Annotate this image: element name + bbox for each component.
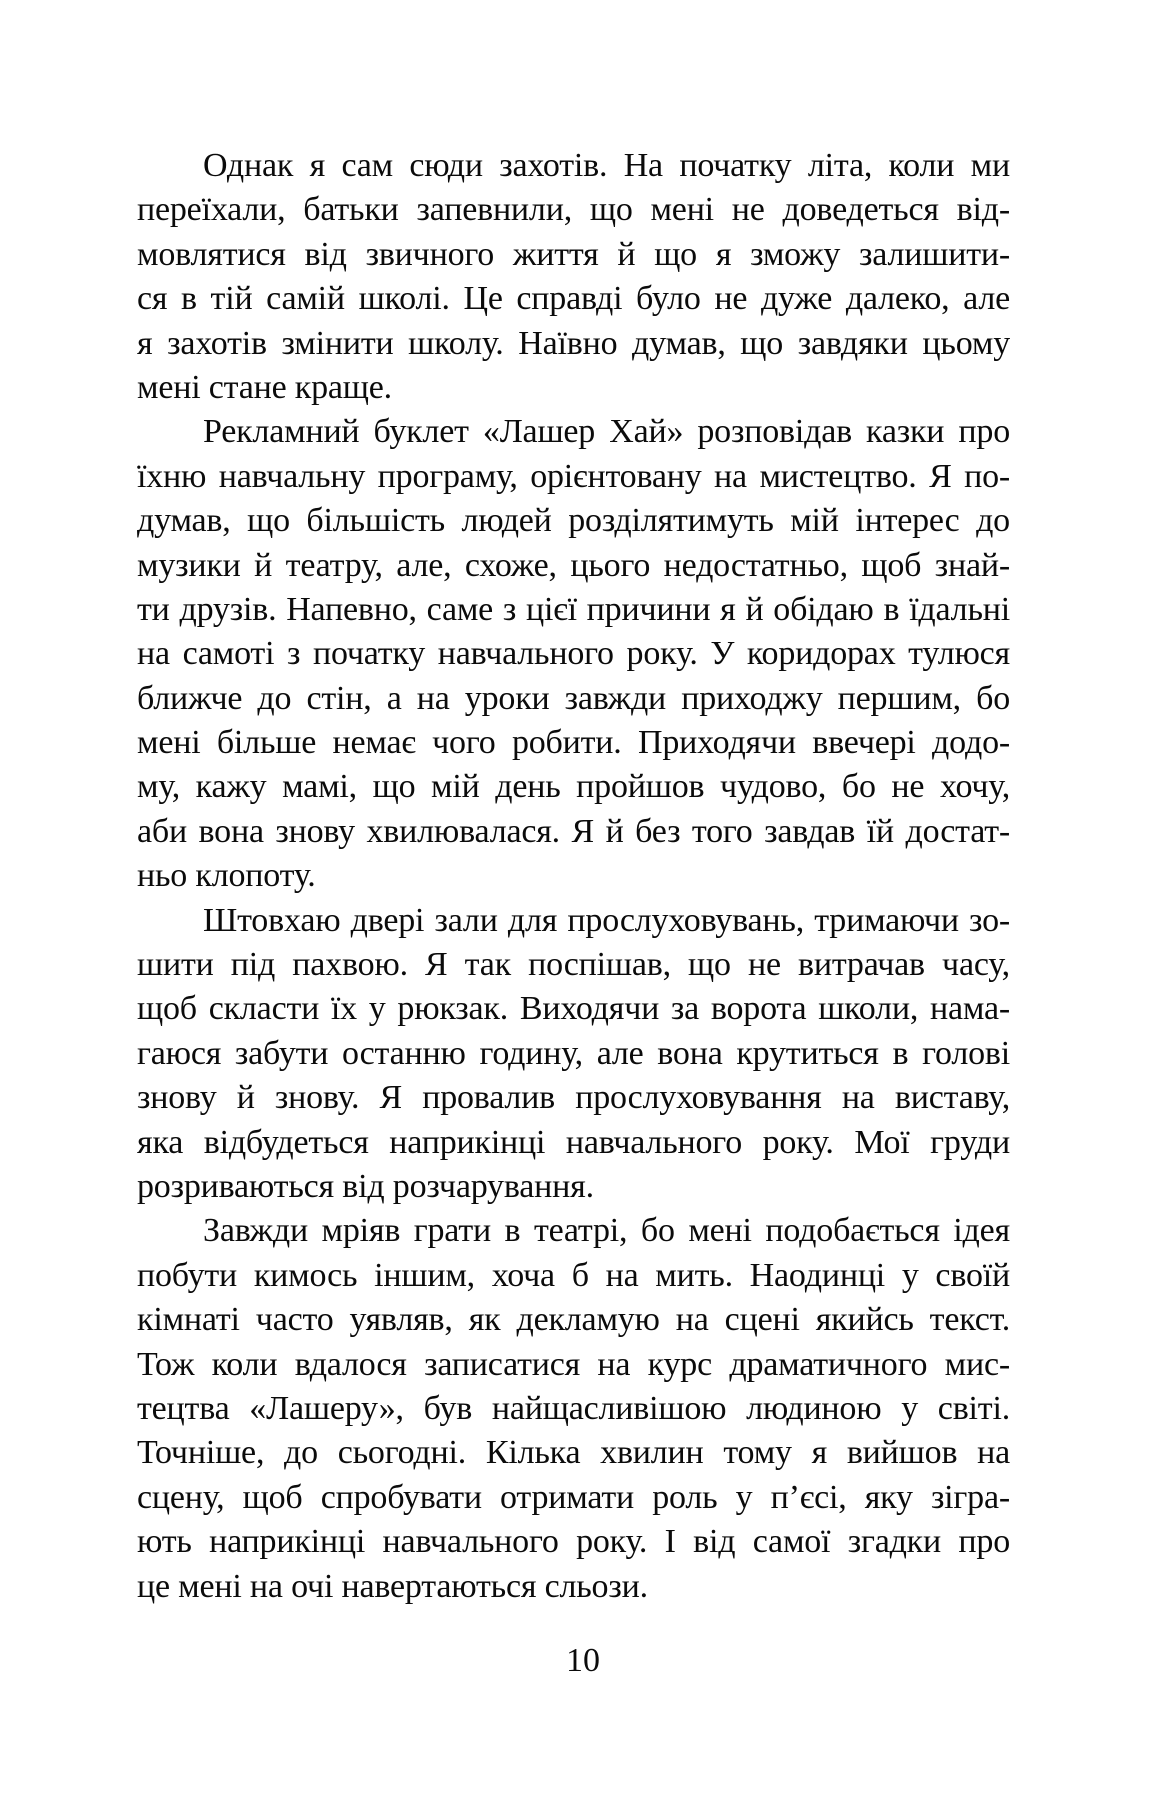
text-line: ся в тій самій школі. Це справді було не дуже далеко, але [137, 280, 1010, 318]
text-line: кімнаті часто уявляв, як декламую на сцені якийсь текст. [137, 1301, 1010, 1339]
text-line: Точніше, до сьогодні. Кілька хвилин тому я вийшов на [137, 1434, 1010, 1472]
text-line: гаюся забути останню годину, але вона крутиться в голові [137, 1034, 1010, 1072]
text-line: переїхали, батьки запевнили, що мені не доведеться від- [137, 191, 1010, 229]
text-line: я захотів змінити школу. Наївно думав, що завдяки цьому [137, 324, 1010, 362]
text-line: щоб скласти їх у рюкзак. Виходячи за ворота школи, нама- [137, 990, 1010, 1028]
text-line: Тож коли вдалося записатися на курс драматичного мис- [137, 1345, 1010, 1383]
paragraph [137, 410, 1010, 898]
text-line: сцену, щоб спробувати отримати роль у п’єсі, яку зігра- [137, 1478, 1010, 1516]
text-line: ньо клопоту. [137, 857, 316, 895]
text-line: мені більше немає чого робити. Приходячи ввечері додо- [137, 724, 1010, 762]
text-line: думав, що більшість людей розділятимуть мій інтерес до [137, 502, 1010, 540]
text-line: їхню навчальну програму, орієнтовану на мистецтво. Я по- [137, 457, 1010, 495]
text-line: му, кажу мамі, що мій день пройшов чудово, бо не хочу, [137, 768, 1010, 806]
text-block [137, 144, 1010, 1609]
text-line: шити під пахвою. Я так поспішав, що не витрачав часу, [137, 946, 1010, 984]
text-line: мені стане краще. [137, 368, 392, 406]
text-line: мовлятися від звичного життя й що я зможу залишити- [137, 235, 1010, 273]
text-line: Штовхаю двері зали для прослуховувань, тримаючи зо- [203, 901, 1010, 939]
text-line: на самоті з початку навчального року. У коридорах тулюся [137, 635, 1010, 673]
text-line: ближче до стін, а на уроки завжди приходжу першим, бо [137, 679, 1010, 717]
text-line: тецтва «Лашеру», був найщасливішою людиною у світі. [137, 1389, 1010, 1427]
paragraph [137, 1209, 1010, 1609]
text-line: ють наприкінці навчального року. І від самої згадки про [137, 1523, 1010, 1561]
paragraph [137, 144, 1010, 410]
text-line: Однак я сам сюди захотів. На початку літа, коли ми [203, 147, 1010, 184]
text-line: Рекламний буклет «Лашер Хай» розповідав казки про [203, 413, 1010, 451]
page-number: 10 [566, 1642, 600, 1679]
text-line: знову й знову. Я провалив прослуховування на виставу, [137, 1079, 1010, 1117]
text-line: музики й театру, але, схоже, цього недостатньо, щоб знай- [137, 546, 1010, 584]
text-line: побути кимось іншим, хоча б на мить. Наодинці у своїй [137, 1256, 1010, 1294]
text-line: ти друзів. Напевно, саме з цієї причини я й обідаю в їдальні [137, 590, 1010, 628]
text-line: яка відбудеться наприкінці навчального року. Мої груди [137, 1123, 1010, 1161]
text-line: це мені на очі навертаються сльози. [137, 1567, 648, 1605]
text-line: аби вона знову хвилювалася. Я й без того завдав їй достат- [137, 812, 1010, 850]
text-line: розриваються від розчарування. [137, 1167, 594, 1205]
paragraph [137, 899, 1010, 1210]
text-line: Завжди мріяв грати в театрі, бо мені подобається ідея [203, 1212, 1010, 1250]
